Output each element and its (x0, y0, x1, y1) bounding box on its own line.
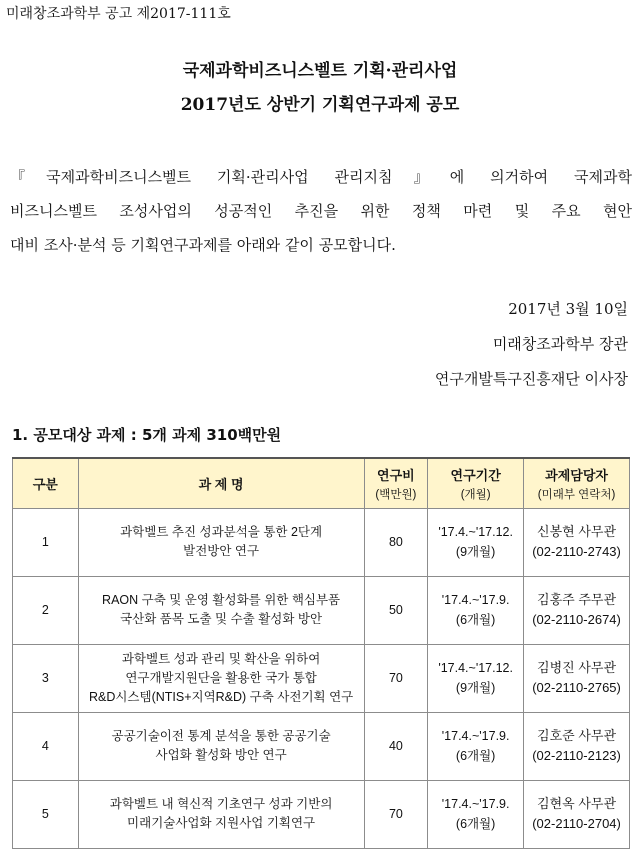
row-title-line: R&D시스템(NTIS+지역R&D) 구축 사전기획 연구 (88, 689, 354, 704)
row-contact-phone: (02-2110-2765) (532, 680, 621, 695)
row-contact-phone: (02-2110-2123) (532, 748, 621, 763)
header-period (428, 458, 524, 508)
table-row (13, 712, 630, 780)
header-category: 구분 (13, 458, 79, 508)
row-period-months: (6개월) (455, 749, 496, 763)
row-period-months: (9개월) (455, 545, 496, 559)
row-title (78, 780, 364, 848)
body-line-1: 『국제과학비즈니스벨트 기획·관리사업 관리지침』에 의거하여 국제과학 (10, 168, 632, 186)
row-period (428, 780, 524, 848)
row-number: 4 (13, 712, 79, 780)
row-title (78, 508, 364, 576)
row-title-line: 과학벨트 내 혁신적 기초연구 성과 기반의 (109, 797, 333, 811)
table-row (13, 780, 630, 848)
row-period-range: '17.4.~'17.12. (438, 525, 513, 539)
header-contact (524, 458, 630, 508)
row-title-line: RAON 구축 및 운영 활성화를 위한 핵심부품 (102, 593, 341, 607)
table-row (13, 508, 630, 576)
row-budget: 70 (364, 780, 428, 848)
row-budget: 70 (364, 644, 428, 712)
row-period-months: (9개월) (455, 681, 496, 695)
row-period-months: (6개월) (455, 613, 496, 627)
table-header-row (13, 458, 630, 508)
row-contact (524, 712, 630, 780)
row-contact-name: 김현옥 사무관 (537, 796, 617, 811)
row-title (78, 576, 364, 644)
row-contact-phone: (02-2110-2704) (532, 816, 621, 831)
row-period-range: '17.4.~'17.9. (441, 797, 510, 811)
table-row (13, 576, 630, 644)
notice-date: 2017년 3월 10일 (508, 300, 628, 318)
row-contact-name: 신봉현 사무관 (537, 524, 617, 539)
body-line-2: 비즈니스벨트 조성사업의 성공적인 추진을 위한 정책 마련 및 주요 현안 (10, 202, 632, 220)
row-title-line: 과학벨트 추진 성과분석을 통한 2단계 (120, 525, 323, 539)
header-contact-label: 과제담당자 (545, 467, 608, 483)
body-line-3: 대비 조사·분석 등 기획연구과제를 아래와 같이 공모합니다. (10, 236, 396, 254)
row-number: 5 (13, 780, 79, 848)
row-period-range: '17.4.~'17.12. (438, 661, 513, 675)
header-budget-unit: (백만원) (375, 488, 417, 501)
row-title (78, 712, 364, 780)
header-budget-label: 연구비 (377, 467, 415, 483)
row-contact (524, 508, 630, 576)
header-title: 과 제 명 (78, 458, 364, 508)
title-line1: 국제과학비즈니스벨트 기획·관리사업 (182, 61, 458, 81)
row-budget: 80 (364, 508, 428, 576)
title-line2: 2017년도 상반기 기획연구과제 공모 (180, 95, 460, 115)
row-title-line: 발전방안 연구 (183, 544, 260, 558)
header-contact-org: (미래부 연락처) (537, 488, 616, 501)
body-paragraph (10, 160, 632, 262)
row-contact (524, 780, 630, 848)
header-period-label: 연구기간 (450, 467, 501, 483)
signer-minister: 미래창조과학부 장관 (492, 335, 628, 353)
row-period-range: '17.4.~'17.9. (441, 729, 510, 743)
row-number: 1 (13, 508, 79, 576)
row-title-line: 과학벨트 성과 관리 및 확산을 위하여 (121, 651, 321, 666)
row-title-line: 연구개발지원단을 활용한 국가 통합 (125, 670, 317, 685)
signer-foundation: 연구개발특구진흥재단 이사장 (434, 370, 628, 388)
header-budget (364, 458, 428, 508)
row-contact-name: 김홍주 주무관 (537, 592, 617, 607)
row-title-line: 미래기술사업화 지원사업 기획연구 (127, 816, 316, 830)
row-number: 2 (13, 576, 79, 644)
row-number: 3 (13, 644, 79, 712)
row-period (428, 576, 524, 644)
row-period (428, 508, 524, 576)
row-contact-phone: (02-2110-2674) (532, 612, 621, 627)
tasks-table (12, 457, 630, 849)
row-period-months: (6개월) (455, 817, 496, 831)
row-contact (524, 576, 630, 644)
section-title: 1. 공모대상 과제 : 5개 과제 310백만원 (12, 426, 282, 444)
row-title (78, 644, 364, 712)
row-budget: 40 (364, 712, 428, 780)
row-period-range: '17.4.~'17.9. (441, 593, 510, 607)
row-period (428, 712, 524, 780)
row-period (428, 644, 524, 712)
notice-number: 미래창조과학부 공고 제2017-111호 (6, 6, 231, 22)
row-contact-name: 김병진 사무관 (537, 660, 617, 675)
row-contact-phone: (02-2110-2743) (532, 544, 621, 559)
table-row (13, 644, 630, 712)
row-contact-name: 김호준 사무관 (537, 728, 617, 743)
row-contact (524, 644, 630, 712)
row-budget: 50 (364, 576, 428, 644)
row-title-line: 공공기술이전 통계 분석을 통한 공공기술 (111, 729, 331, 743)
row-title-line: 사업화 활성화 방안 연구 (155, 748, 287, 762)
header-period-unit: (개월) (460, 488, 491, 501)
row-title-line: 국산화 품목 도출 및 수출 활성화 방안 (120, 612, 323, 626)
